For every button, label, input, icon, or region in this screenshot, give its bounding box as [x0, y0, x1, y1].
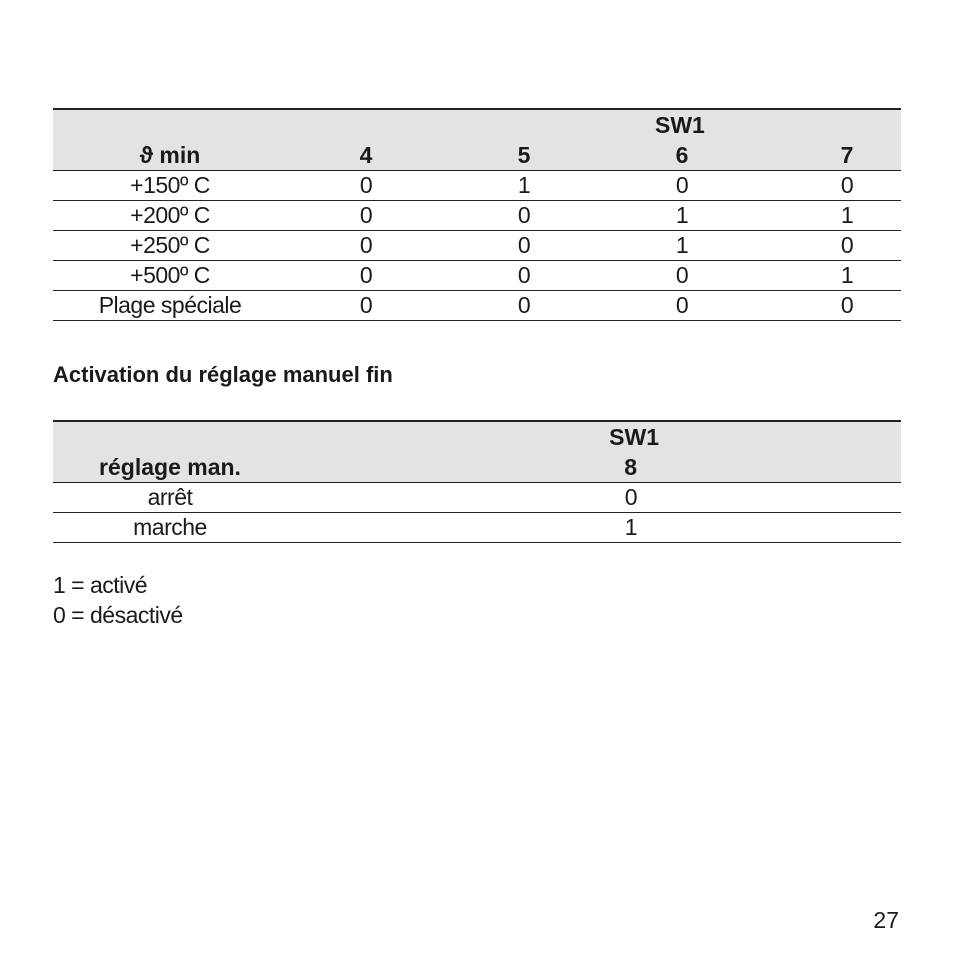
- legend-line-active: 1 = activé: [53, 572, 148, 598]
- column-header-temp-min: ϑ min: [53, 140, 287, 171]
- cell-value: 0: [445, 291, 603, 321]
- cell-value: 0: [287, 231, 445, 261]
- table-header-empty: [687, 421, 901, 452]
- table-header-empty: [445, 109, 603, 140]
- column-header-switch-4: 4: [287, 140, 445, 171]
- column-header-switch-5: 5: [445, 140, 603, 171]
- table-row: [53, 201, 901, 231]
- table-row: [53, 291, 901, 321]
- cell-value: 0: [287, 291, 445, 321]
- cell-value: 0: [287, 201, 445, 231]
- cell-value: 0: [445, 201, 603, 231]
- table-header-empty: [53, 109, 287, 140]
- table-row: [53, 261, 901, 291]
- page-number: 27: [873, 907, 899, 933]
- cell-empty: [687, 483, 901, 513]
- cell-value: 0: [761, 291, 901, 321]
- section-heading: Activation du réglage manuel fin: [53, 362, 393, 387]
- cell-value: 1: [603, 201, 761, 231]
- cell-value: 1: [761, 201, 901, 231]
- column-header-switch-8: 8: [287, 452, 687, 483]
- cell-value: 0: [603, 171, 761, 201]
- sw1-group-header: SW1: [287, 421, 687, 452]
- cell-value: 0: [287, 171, 445, 201]
- table-header-empty: [287, 109, 445, 140]
- legend-line-inactive: 0 = désactivé: [53, 602, 183, 628]
- cell-value: 1: [445, 171, 603, 201]
- column-header-manual-adjust: réglage man.: [53, 452, 287, 483]
- table-group-header-row: [53, 421, 901, 452]
- cell-value: 0: [761, 171, 901, 201]
- cell-value: 1: [761, 261, 901, 291]
- cell-state: arrêt: [53, 483, 287, 513]
- cell-value: 0: [445, 231, 603, 261]
- table-row: [53, 513, 901, 543]
- table-group-header-row: [53, 109, 901, 140]
- table-column-header-row: [53, 452, 901, 483]
- cell-temp: +250º C: [53, 231, 287, 261]
- column-header-switch-6: 6: [603, 140, 761, 171]
- cell-empty: [687, 513, 901, 543]
- cell-value: 0: [287, 261, 445, 291]
- switch-temperature-table: [53, 108, 901, 321]
- cell-value: 0: [603, 261, 761, 291]
- table-header-empty: [761, 109, 901, 140]
- cell-temp: Plage spéciale: [53, 291, 287, 321]
- cell-value: 0: [603, 291, 761, 321]
- cell-state: marche: [53, 513, 287, 543]
- table-row: [53, 231, 901, 261]
- cell-value: 1: [287, 513, 687, 543]
- cell-value: 0: [445, 261, 603, 291]
- cell-value: 0: [287, 483, 687, 513]
- sw1-group-header: SW1: [603, 109, 761, 140]
- cell-value: 1: [603, 231, 761, 261]
- cell-temp: +150º C: [53, 171, 287, 201]
- legend: [53, 570, 183, 630]
- cell-value: 0: [761, 231, 901, 261]
- table-row: [53, 171, 901, 201]
- column-header-switch-7: 7: [761, 140, 901, 171]
- manual-adjust-table: [53, 420, 901, 543]
- table-header-empty: [53, 421, 287, 452]
- table-row: [53, 483, 901, 513]
- table-header-empty: [687, 452, 901, 483]
- cell-temp: +500º C: [53, 261, 287, 291]
- cell-temp: +200º C: [53, 201, 287, 231]
- table-column-header-row: [53, 140, 901, 171]
